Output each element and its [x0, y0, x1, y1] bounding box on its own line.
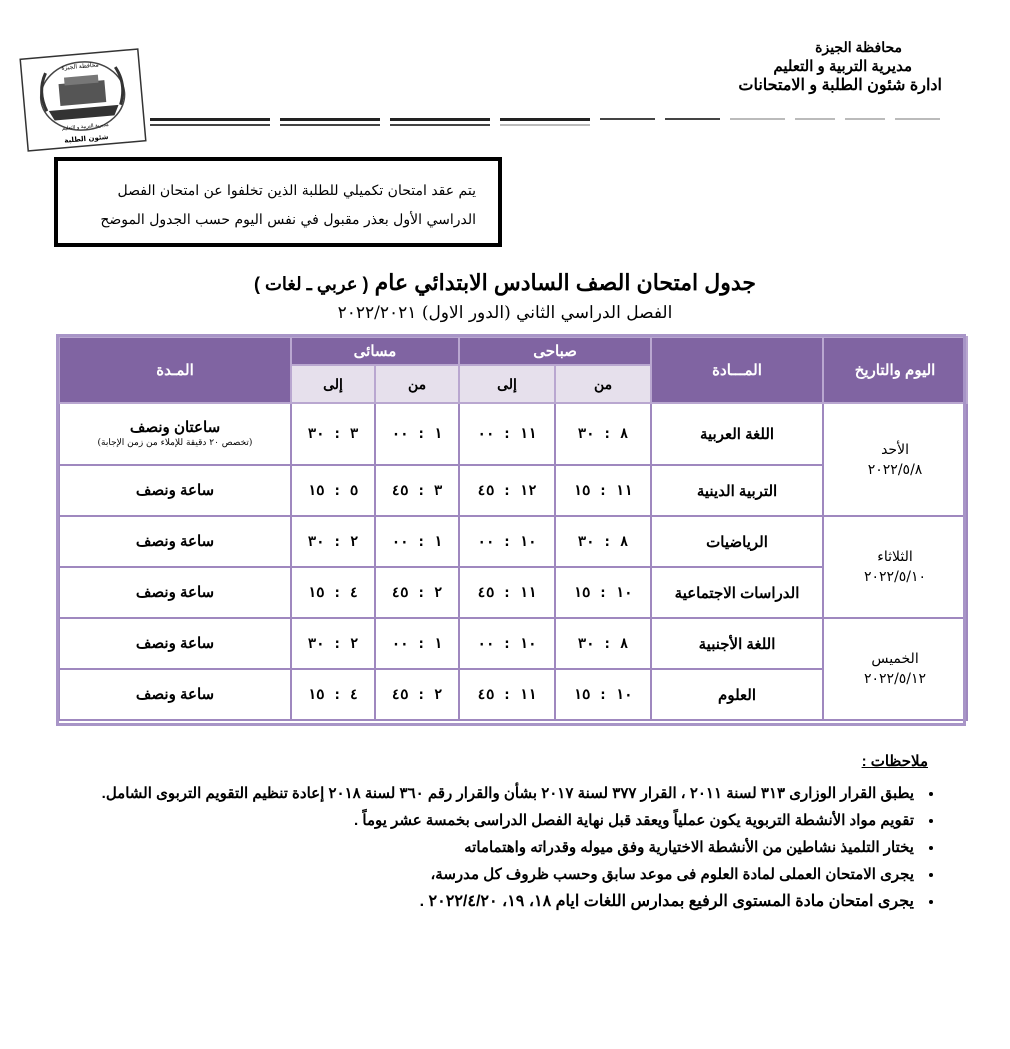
header-day-date: اليوم والتاريخ [823, 337, 967, 403]
subject-cell: اللغة الأجنبية [651, 618, 823, 669]
evening-to-cell: ٤ : ١٥ [291, 669, 375, 720]
title-main: جدول امتحان الصف السادس الابتدائي عام [374, 270, 757, 295]
evening-to-cell: ٤ : ١٥ [291, 567, 375, 618]
evening-to-cell: ٣ : ٣٠ [291, 403, 375, 465]
notice-line: الدراسي الأول بعذر مقبول في نفس اليوم حسب الجدول الموضح [100, 212, 476, 228]
subject-cell: العلوم [651, 669, 823, 720]
rule-segment [500, 118, 590, 121]
subject-cell: التربية الدينية [651, 465, 823, 516]
header-morning-from: من [555, 365, 651, 403]
duration-text: ساعتان ونصف [129, 419, 221, 436]
morning-from-cell: ٨ : ٣٠ [555, 403, 651, 465]
header-morning-to: إلى [459, 365, 555, 403]
day-name: الأحد [881, 441, 909, 458]
rule-segment [500, 124, 590, 126]
notice-box [54, 157, 502, 247]
morning-to-cell: ١١ : ٤٥ [459, 669, 555, 720]
title-category: ( عربي ـ لغات ) [253, 274, 369, 294]
duration-cell: ساعة ونصف [59, 465, 291, 516]
morning-from-cell: ٨ : ٣٠ [555, 516, 651, 567]
rule-segment [280, 118, 380, 121]
header-evening-from: من [375, 365, 459, 403]
header-subject: المـــادة [651, 337, 823, 403]
morning-from-cell: ١١ : ١٥ [555, 465, 651, 516]
logo-top-text: محافظة الجيزة [61, 61, 100, 72]
logo-bottom-text: شئون الطلبة [63, 132, 109, 145]
duration-cell: ساعة ونصف [59, 618, 291, 669]
morning-to-cell: ١٠ : ٠٠ [459, 516, 555, 567]
morning-to-cell: ١١ : ٠٠ [459, 403, 555, 465]
day-cell [823, 516, 967, 618]
evening-from-cell: ٢ : ٤٥ [375, 567, 459, 618]
header-evening-to: إلى [291, 365, 375, 403]
subject-cell: الدراسات الاجتماعية [651, 567, 823, 618]
logo-ribbon-text: مديرية التربية و التعليم [61, 121, 109, 132]
morning-from-cell: ٨ : ٣٠ [555, 618, 651, 669]
rule-segment [280, 124, 380, 126]
rule-segment [795, 118, 835, 120]
header-evening: مسائى [291, 337, 459, 365]
note-item: • يختار التلميذ نشاطين من الأنشطة الاختيارية وفق ميوله وقدراته واهتماماته [68, 834, 918, 861]
duration-cell [59, 403, 291, 465]
directorate-name: مديرية التربية و التعليم [773, 58, 912, 75]
morning-to-cell: ١٠ : ٠٠ [459, 618, 555, 669]
evening-from-cell: ١ : ٠٠ [375, 618, 459, 669]
day-cell [823, 618, 967, 720]
term-subtitle: الفصل الدراسي الثاني (الدور الاول) ٢٠٢٢/٢٠٢١ [337, 303, 673, 323]
subject-cell: اللغة العربية [651, 403, 823, 465]
evening-from-cell: ١ : ٠٠ [375, 516, 459, 567]
duration-note: (تخصص ٢٠ دقيقة للإملاء من زمن الإجابة) [97, 438, 253, 448]
rule-segment [150, 118, 270, 121]
rule-segment [845, 118, 885, 120]
table-row [59, 403, 967, 465]
evening-from-cell: ٣ : ٤٥ [375, 465, 459, 516]
rule-segment [895, 118, 940, 120]
rule-segment [665, 118, 720, 120]
morning-to-cell: ١١ : ٤٥ [459, 567, 555, 618]
duration-cell: ساعة ونصف [59, 669, 291, 720]
table-row [59, 618, 967, 669]
morning-from-cell: ١٠ : ١٥ [555, 669, 651, 720]
note-item: • يطبق القرار الوزارى ٣١٣ لسنة ٢٠١١ ، القرار ٣٧٧ لسنة ٢٠١٧ بشأن والقرار رقم ٣٦٠ لسنة ٢٠١٨ إعادة تنظيم التقويم التربوى الشامل. [68, 780, 918, 807]
morning-from-cell: ١٠ : ١٥ [555, 567, 651, 618]
evening-to-cell: ٢ : ٣٠ [291, 516, 375, 567]
page-title [0, 270, 1010, 296]
evening-from-cell: ١ : ٠٠ [375, 403, 459, 465]
rule-segment [390, 118, 490, 121]
notes-list [68, 780, 940, 915]
evening-to-cell: ٢ : ٣٠ [291, 618, 375, 669]
rule-segment [390, 124, 490, 126]
day-date: ٢٠٢٢/٥/١٢ [863, 671, 927, 687]
duration-cell: ساعة ونصف [59, 516, 291, 567]
subject-cell: الرياضيات [651, 516, 823, 567]
evening-from-cell: ٢ : ٤٥ [375, 669, 459, 720]
day-name: الثلاثاء [877, 549, 913, 565]
morning-to-cell: ١٢ : ٤٥ [459, 465, 555, 516]
day-name: الخميس [871, 651, 919, 667]
letterhead [738, 38, 942, 95]
education-logo [18, 48, 148, 152]
day-cell [823, 403, 967, 516]
day-date: ٢٠٢٢/٥/١٠ [863, 569, 927, 585]
exam-schedule-table [58, 336, 968, 721]
header-duration: المـدة [59, 337, 291, 403]
rule-segment [150, 124, 270, 126]
evening-to-cell: ٥ : ١٥ [291, 465, 375, 516]
note-item: • يجرى الامتحان العملى لمادة العلوم فى موعد سابق وحسب ظروف كل مدرسة، [68, 861, 918, 888]
duration-cell: ساعة ونصف [59, 567, 291, 618]
governorate-name: محافظة الجيزة [815, 39, 902, 55]
note-item: • تقويم مواد الأنشطة التربوية يكون عملياً ويعقد قبل نهاية الفصل الدراسى بخمسة عشر يوماً . [68, 807, 918, 834]
notes-title: ملاحظات : [861, 753, 928, 770]
note-item: • يجرى امتحان مادة المستوى الرفيع بمدارس اللغات ايام ١٨، ١٩، ٢٠٢٢/٤/٢٠ . [68, 888, 918, 915]
notice-line: يتم عقد امتحان تكميلي للطلبة الذين تخلفوا عن امتحان الفصل [117, 183, 476, 199]
header-morning: صباحى [459, 337, 651, 365]
rule-segment [600, 118, 655, 120]
table-row [59, 516, 967, 567]
department-name: ادارة شئون الطلبة و الامتحانات [738, 77, 942, 94]
day-date: ٢٠٢٢/٥/٨ [867, 461, 923, 478]
rule-segment [730, 118, 785, 120]
